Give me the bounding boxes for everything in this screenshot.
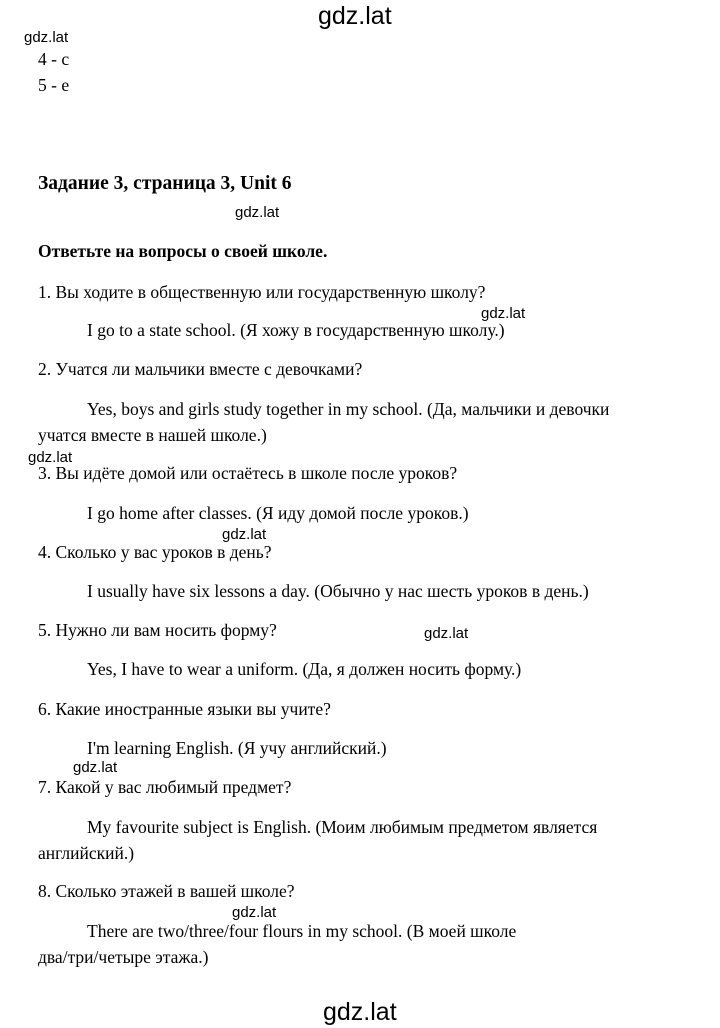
answer-continuation: учатся вместе в нашей школе.): [38, 425, 267, 445]
question: 4. Сколько у вас уроков в день?: [38, 542, 272, 562]
answer-continuation: английский.): [38, 843, 135, 863]
watermark: gdz.lat: [73, 759, 118, 776]
prev-answer: 5 - e: [38, 75, 70, 95]
answer: Yes, boys and girls study together in my school. (Да, мальчики и девочки: [87, 399, 610, 419]
question: 8. Сколько этажей в вашей школе?: [38, 881, 295, 901]
answer: There are two/three/four flours in my school. (В моей школе: [87, 921, 517, 941]
answer: Yes, I have to wear a uniform. (Да, я должен носить форму.): [87, 659, 522, 679]
instruction: Ответьте на вопросы о своей школе.: [38, 241, 328, 261]
watermark-top: gdz.lat: [318, 2, 392, 30]
question: 6. Какие иностранные языки вы учите?: [38, 699, 331, 719]
watermark: gdz.lat: [424, 625, 469, 642]
question: 3. Вы идёте домой или остаётесь в школе после уроков?: [38, 463, 458, 483]
answer: I go to a state school. (Я хожу в государственную школу.): [87, 320, 505, 340]
question: 1. Вы ходите в общественную или государственную школу?: [38, 282, 486, 302]
question: 2. Учатся ли мальчики вместе с девочками?: [38, 359, 363, 379]
page-title: Задание 3, страница 3, Unit 6: [38, 173, 292, 194]
answer-continuation: два/три/четыре этажа.): [38, 947, 209, 967]
question: 5. Нужно ли вам носить форму?: [38, 620, 277, 640]
answer: I usually have six lessons a day. (Обычно у нас шесть уроков в день.): [87, 581, 589, 601]
watermark: gdz.lat: [232, 904, 277, 921]
watermark: gdz.lat: [481, 305, 526, 322]
prev-answer: 4 - c: [38, 49, 70, 69]
watermark: gdz.lat: [222, 526, 267, 543]
answer: I'm learning English. (Я учу английский.): [87, 738, 387, 758]
watermark: gdz.lat: [24, 29, 69, 46]
watermark: gdz.lat: [235, 204, 280, 221]
watermark-bottom: gdz.lat: [323, 998, 397, 1026]
watermark: gdz.lat: [28, 449, 73, 466]
answer: I go home after classes. (Я иду домой после уроков.): [87, 503, 469, 523]
answer: My favourite subject is English. (Моим любимым предметом является: [87, 817, 598, 837]
question: 7. Какой у вас любимый предмет?: [38, 777, 292, 797]
